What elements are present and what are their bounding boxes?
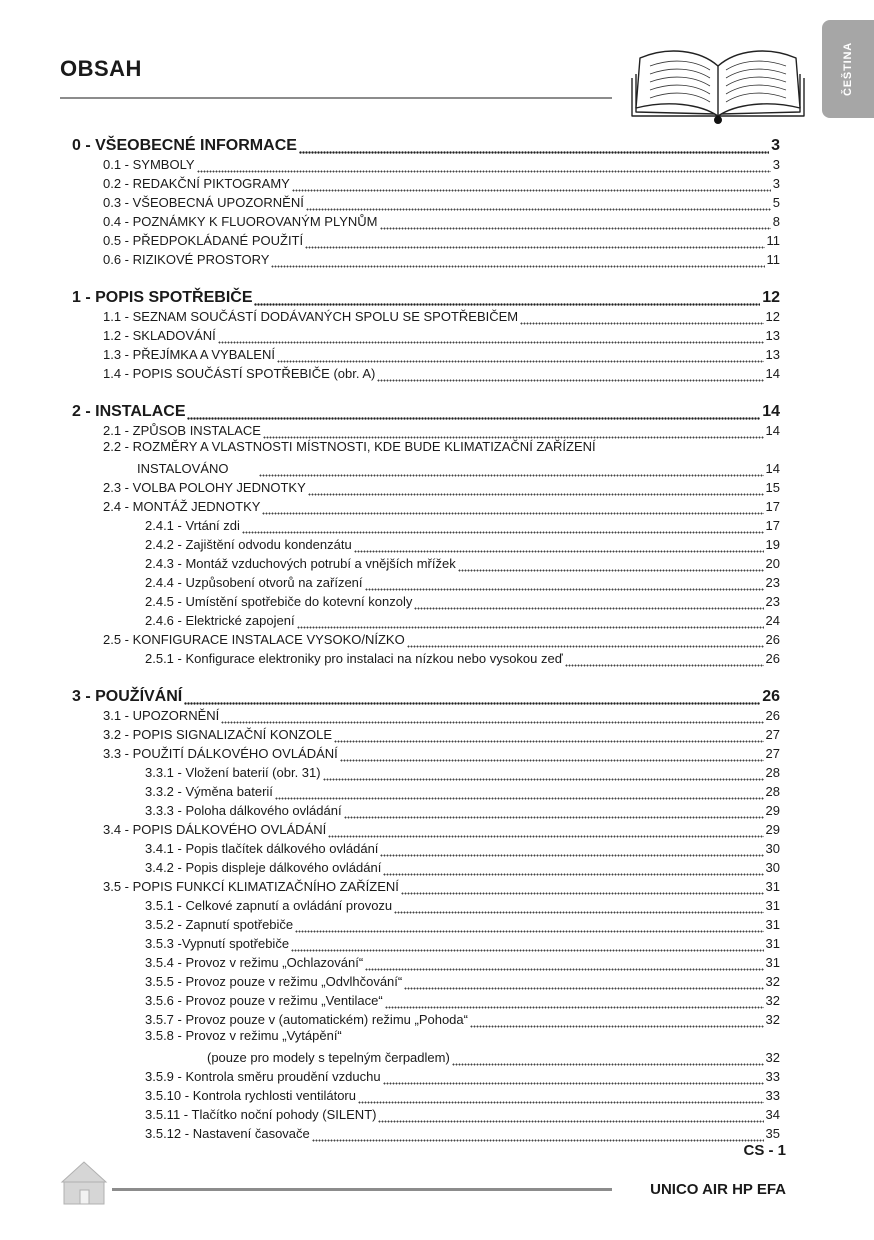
toc-row[interactable]: [72, 914, 780, 933]
dot-leader: [380, 843, 763, 857]
toc-page-number: 33: [765, 1088, 780, 1103]
toc-entry-label: 3.5 - POPIS FUNKCÍ KLIMATIZAČNÍHO ZAŘÍZENÍ: [103, 879, 399, 894]
dot-leader: [520, 311, 763, 325]
toc-row[interactable]: [72, 249, 780, 268]
toc-entry-label: 1.1 - SEZNAM SOUČÁSTÍ DODÁVANÝCH SPOLU SE SPOTŘEBIČEM: [103, 309, 519, 324]
dot-leader: [299, 140, 769, 154]
dot-leader: [354, 539, 764, 553]
toc-page-number: 31: [765, 879, 780, 894]
open-book-icon: [628, 44, 808, 126]
toc-page-number: 11: [766, 252, 780, 267]
toc-row[interactable]: [72, 1066, 780, 1085]
dot-leader: [383, 1071, 764, 1085]
toc-row[interactable]: [72, 876, 780, 895]
toc-row[interactable]: [72, 400, 780, 420]
toc-row[interactable]: [72, 591, 780, 610]
toc-row[interactable]: [72, 230, 780, 249]
toc-entry-label: 2.5 - KONFIGURACE INSTALACE VYSOKO/NÍZKO: [103, 632, 405, 647]
toc-row[interactable]: [72, 781, 780, 800]
dot-leader: [295, 919, 763, 933]
toc-row[interactable]: [72, 534, 780, 553]
toc-page-number: 31: [765, 917, 780, 932]
language-tab-label: ČEŠTINA: [842, 42, 854, 96]
toc-page-number: 30: [765, 841, 780, 856]
toc-entry-label: 3.5.6 - Provoz pouze v režimu „Ventilace“: [145, 993, 383, 1008]
toc-entry-label: 3.4 - POPIS DÁLKOVÉHO OVLÁDÁNÍ: [103, 822, 327, 837]
toc-row[interactable]: [72, 1009, 780, 1028]
dot-leader: [334, 729, 764, 743]
dot-leader: [377, 368, 763, 382]
toc-entry-label: 3.5.5 - Provoz pouze v režimu „Odvlhčování“: [145, 974, 403, 989]
language-tab: [822, 20, 874, 118]
dot-leader: [297, 615, 764, 629]
toc-entry-label: 3.5.7 - Provoz pouze v (automatickém) režimu „Pohoda“: [145, 1012, 468, 1027]
dot-leader: [401, 881, 764, 895]
toc-row[interactable]: [72, 1085, 780, 1104]
table-of-contents: [72, 134, 780, 1142]
toc-entry-label: 3.5.2 - Zapnutí spotřebiče: [145, 917, 294, 932]
toc-row[interactable]: [72, 192, 780, 211]
dot-leader: [197, 159, 771, 173]
toc-row[interactable]: [72, 933, 780, 952]
toc-row[interactable]: [72, 477, 780, 496]
toc-entry-label: 3.2 - POPIS SIGNALIZAČNÍ KONZOLE: [103, 727, 333, 742]
toc-entry-label: 1.4 - POPIS SOUČÁSTÍ SPOTŘEBIČE (obr. A): [103, 366, 376, 381]
toc-page-number: 28: [765, 765, 780, 780]
toc-page-number: 32: [765, 1050, 780, 1065]
toc-entry-label: 0.5 - PŘEDPOKLÁDANÉ POUŽITÍ: [103, 233, 304, 248]
toc-entry-label: INSTALOVÁNO: [137, 461, 229, 476]
toc-row[interactable]: [72, 211, 780, 230]
toc-entry-label: 3.5.3 -Vypnutí spotřebiče: [145, 936, 290, 951]
toc-row[interactable]: [72, 800, 780, 819]
toc-row[interactable]: [72, 325, 780, 344]
dot-leader: [262, 501, 763, 515]
dot-leader: [378, 1109, 763, 1123]
toc-page-number: 26: [765, 651, 780, 666]
toc-row[interactable]: [72, 572, 780, 591]
toc-entry-label: 2.4.3 - Montáž vzduchových potrubí a vnějších mřížek: [145, 556, 456, 571]
dot-leader: [242, 520, 764, 534]
toc-page-number: 5: [772, 195, 780, 210]
dot-leader: [458, 558, 764, 572]
toc-page-number: 17: [765, 518, 780, 533]
toc-entry-label: 3.5.10 - Kontrola rychlosti ventilátoru: [145, 1088, 356, 1103]
toc-row[interactable]: [72, 762, 780, 781]
toc-row[interactable]: [72, 857, 780, 876]
footer-divider: [112, 1188, 612, 1191]
dot-leader: [292, 178, 771, 192]
toc-page-number: 14: [765, 423, 780, 438]
toc-page-number: 29: [765, 803, 780, 818]
toc-page-number: 26: [765, 632, 780, 647]
toc-entry-label: 2 - INSTALACE: [72, 403, 186, 420]
dot-leader: [184, 691, 760, 705]
toc-page-number: 12: [765, 309, 780, 324]
toc-page-number: 28: [765, 784, 780, 799]
toc-row[interactable]: [72, 895, 780, 914]
toc-page-number: 31: [765, 955, 780, 970]
toc-page-number: 15: [765, 480, 780, 495]
toc-page-number: 33: [765, 1069, 780, 1084]
toc-row[interactable]: [72, 306, 780, 325]
toc-page-number: 23: [765, 594, 780, 609]
dot-leader: [277, 349, 764, 363]
toc-row[interactable]: [72, 685, 780, 705]
toc-entry-label: 0.6 - RIZIKOVÉ PROSTORY: [103, 252, 270, 267]
toc-row[interactable]: [72, 420, 780, 439]
dot-leader: [187, 406, 760, 420]
toc-page-number: 29: [765, 822, 780, 837]
dot-leader: [365, 577, 764, 591]
toc-page-number: 26: [762, 688, 780, 705]
toc-page-number: 11: [766, 233, 780, 248]
toc-entry-label: 3.3.2 - Výměna baterií: [145, 784, 273, 799]
toc-entry-label: 3.5.11 - Tlačítko noční pohody (SILENT): [145, 1107, 377, 1122]
toc-page-number: 34: [765, 1107, 780, 1122]
product-name: UNICO AIR HP EFA: [650, 1181, 786, 1198]
toc-entry-label: 2.2 - ROZMĚRY A VLASTNOSTI MÍSTNOSTI, KDE BUDE KLIMATIZAČNÍ ZAŘÍZENÍ: [103, 439, 596, 454]
toc-page-number: 32: [765, 1012, 780, 1027]
dot-leader: [306, 197, 771, 211]
toc-entry-label: 0.1 - SYMBOLY: [103, 157, 195, 172]
toc-entry-label: (pouze pro modely s tepelným čerpadlem): [207, 1050, 450, 1065]
toc-row[interactable]: [72, 1123, 780, 1142]
toc-entry-label: 0 - VŠEOBECNÉ INFORMACE: [72, 137, 297, 154]
dot-leader: [254, 292, 760, 306]
dot-leader: [385, 995, 764, 1009]
toc-entry-label: 2.1 - ZPŮSOB INSTALACE: [103, 423, 261, 438]
toc-page-number: 35: [765, 1126, 780, 1141]
dot-leader: [218, 330, 764, 344]
toc-page-number: 27: [765, 746, 780, 761]
toc-entry-label: 3.5.12 - Nastavení časovače: [145, 1126, 310, 1141]
toc-entry-label: 2.4 - MONTÁŽ JEDNOTKY: [103, 499, 261, 514]
toc-page-number: 12: [762, 289, 780, 306]
toc-row[interactable]: [72, 286, 780, 306]
dot-leader: [380, 216, 771, 230]
toc-entry-label: 1.3 - PŘEJÍMKA A VYBALENÍ: [103, 347, 275, 362]
toc-row[interactable]: [72, 496, 780, 515]
dot-leader: [328, 824, 763, 838]
toc-entry-label: 3.5.1 - Celkové zapnutí a ovládání provozu: [145, 898, 393, 913]
title-divider: [60, 97, 612, 99]
dot-leader: [221, 710, 763, 724]
toc-entry-label: 3.5.8 - Provoz v režimu „Vytápění“: [145, 1028, 342, 1043]
dot-leader: [340, 748, 764, 762]
toc-row[interactable]: [72, 439, 780, 458]
toc-page-number: 31: [765, 936, 780, 951]
dot-leader: [452, 1052, 764, 1066]
toc-entry-label: 2.4.1 - Vrtání zdi: [145, 518, 240, 533]
dot-leader: [291, 938, 763, 952]
dot-leader: [394, 900, 763, 914]
toc-page-number: 30: [765, 860, 780, 875]
toc-page-number: 3: [772, 176, 780, 191]
toc-page-number: 27: [765, 727, 780, 742]
dot-leader: [358, 1090, 764, 1104]
toc-row[interactable]: [72, 629, 780, 648]
toc-entry-label: 3.5.4 - Provoz v režimu „Ochlazování“: [145, 955, 364, 970]
toc-row[interactable]: [72, 553, 780, 572]
page-number: CS - 1: [743, 1142, 786, 1159]
toc-page-number: 14: [765, 461, 780, 476]
toc-page-number: 13: [765, 328, 780, 343]
home-icon[interactable]: [60, 1160, 108, 1206]
toc-entry-label: 2.5.1 - Konfigurace elektroniky pro instalaci na nízkou nebo vysokou zeď: [145, 651, 563, 666]
toc-entry-label: 3.1 - UPOZORNĚNÍ: [103, 708, 220, 723]
dot-leader: [407, 634, 764, 648]
dot-leader: [312, 1128, 764, 1142]
dot-leader: [365, 957, 763, 971]
toc-row[interactable]: [72, 990, 780, 1009]
toc-page-number: 3: [771, 137, 780, 154]
toc-page-number: 17: [765, 499, 780, 514]
toc-row[interactable]: [72, 344, 780, 363]
toc-page-number: 14: [762, 403, 780, 420]
dot-leader: [404, 976, 763, 990]
toc-entry-label: 2.4.6 - Elektrické zapojení: [145, 613, 295, 628]
toc-entry-label: 2.4.4 - Uzpůsobení otvorů na zařízení: [145, 575, 363, 590]
dot-leader: [565, 653, 764, 667]
dot-leader: [275, 786, 764, 800]
toc-page-number: 32: [765, 974, 780, 989]
toc-row[interactable]: [72, 1047, 780, 1066]
toc-row[interactable]: [72, 610, 780, 629]
toc-row[interactable]: [72, 134, 780, 154]
toc-entry-label: 3.3 - POUŽITÍ DÁLKOVÉHO OVLÁDÁNÍ: [103, 746, 338, 761]
dot-leader: [263, 425, 764, 439]
toc-entry-label: 3 - POUŽÍVÁNÍ: [72, 688, 183, 705]
toc-row[interactable]: [72, 1028, 780, 1047]
toc-row[interactable]: [72, 1104, 780, 1123]
toc-row[interactable]: [72, 743, 780, 762]
dot-leader: [308, 482, 764, 496]
toc-page-number: 31: [765, 898, 780, 913]
toc-page-number: 32: [765, 993, 780, 1008]
toc-page-number: 8: [772, 214, 780, 229]
toc-row[interactable]: [72, 648, 780, 667]
toc-entry-label: 2.4.2 - Zajištění odvodu kondenzátu: [145, 537, 352, 552]
toc-page-number: 20: [765, 556, 780, 571]
toc-row[interactable]: [72, 173, 780, 192]
toc-row[interactable]: [72, 971, 780, 990]
toc-row[interactable]: [72, 838, 780, 857]
toc-entry-label: 1.2 - SKLADOVÁNÍ: [103, 328, 216, 343]
toc-entry-label: 2.4.5 - Umístění spotřebiče do kotevní konzoly: [145, 594, 413, 609]
toc-row[interactable]: [72, 458, 780, 477]
dot-leader: [414, 596, 763, 610]
toc-entry-label: 0.4 - POZNÁMKY K FLUOROVANÝM PLYNŮM: [103, 214, 378, 229]
toc-entry-label: 3.4.1 - Popis tlačítek dálkového ovládání: [145, 841, 379, 856]
toc-row[interactable]: [72, 515, 780, 534]
toc-page-number: 14: [765, 366, 780, 381]
toc-row[interactable]: [72, 705, 780, 724]
dot-leader: [259, 463, 764, 477]
toc-entry-label: 3.3.1 - Vložení baterií (obr. 31): [145, 765, 321, 780]
dot-leader: [344, 805, 764, 819]
toc-row[interactable]: [72, 952, 780, 971]
toc-page-number: 26: [765, 708, 780, 723]
toc-page-number: 19: [765, 537, 780, 552]
dot-leader: [383, 862, 763, 876]
dot-leader: [271, 254, 764, 268]
toc-entry-label: 0.2 - REDAKČNÍ PIKTOGRAMY: [103, 176, 290, 191]
toc-page-number: 24: [765, 613, 780, 628]
toc-row[interactable]: [72, 363, 780, 382]
toc-row[interactable]: [72, 154, 780, 173]
toc-entry-label: 3.3.3 - Poloha dálkového ovládání: [145, 803, 342, 818]
toc-row[interactable]: [72, 819, 780, 838]
page-title: OBSAH: [60, 56, 142, 81]
toc-entry-label: 0.3 - VŠEOBECNÁ UPOZORNĚNÍ: [103, 195, 304, 210]
toc-entry-label: 1 - POPIS SPOTŘEBIČE: [72, 289, 253, 306]
toc-entry-label: 3.5.9 - Kontrola směru proudění vzduchu: [145, 1069, 381, 1084]
toc-page-number: 3: [772, 157, 780, 172]
dot-leader: [470, 1014, 764, 1028]
toc-page-number: 13: [765, 347, 780, 362]
toc-page-number: 23: [765, 575, 780, 590]
toc-row[interactable]: [72, 724, 780, 743]
toc-entry-label: 2.3 - VOLBA POLOHY JEDNOTKY: [103, 480, 306, 495]
dot-leader: [305, 235, 764, 249]
toc-entry-label: 3.4.2 - Popis displeje dálkového ovládání: [145, 860, 382, 875]
dot-leader: [323, 767, 764, 781]
